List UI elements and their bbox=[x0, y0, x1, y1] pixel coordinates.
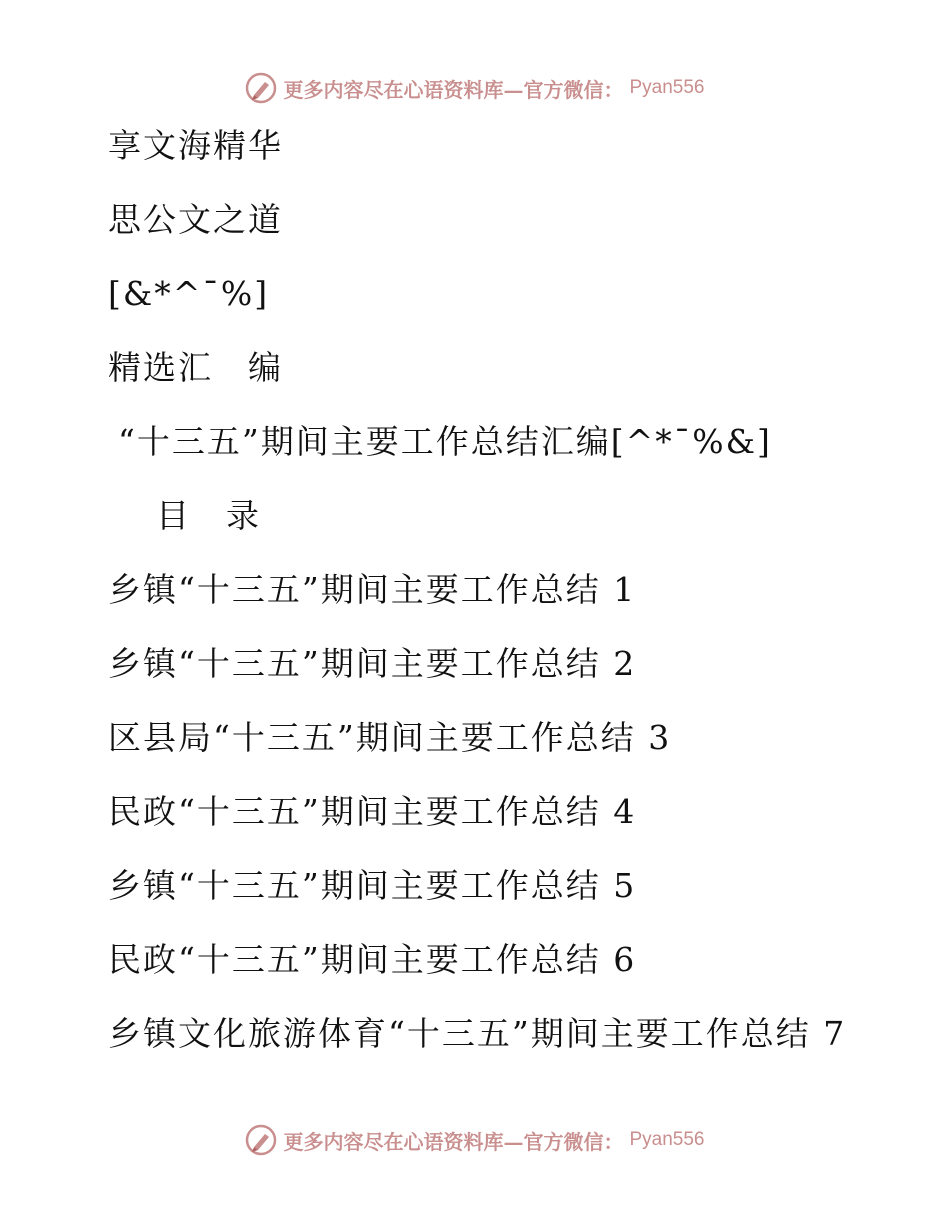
toc-item[interactable]: 乡镇“十三五”期间主要工作总结 5 bbox=[108, 866, 637, 905]
watermark-wechat-id: Pyan556 bbox=[629, 1129, 705, 1150]
toc-item[interactable]: 乡镇文化旅游体育“十三五”期间主要工作总结 7 bbox=[108, 1014, 847, 1053]
toc-heading: 目 录 bbox=[156, 496, 261, 535]
toc-item[interactable]: 区县局“十三五”期间主要工作总结 3 bbox=[108, 718, 672, 757]
toc-item[interactable]: 乡镇“十三五”期间主要工作总结 1 bbox=[108, 570, 637, 609]
symbols-line: [&*^¯%] bbox=[108, 274, 270, 313]
pen-logo-icon bbox=[245, 1124, 277, 1156]
toc-item[interactable]: 民政“十三五”期间主要工作总结 6 bbox=[108, 940, 637, 979]
slogan-line-2: 思公文之道 bbox=[108, 200, 283, 239]
watermark-text: 更多内容尽在心语资料库—官方微信： bbox=[283, 1129, 624, 1154]
watermark-text: 更多内容尽在心语资料库—官方微信： bbox=[283, 77, 624, 102]
document-title: “十三五”期间主要工作总结汇编[^*¯%&] bbox=[118, 422, 772, 461]
watermark-bottom bbox=[0, 1120, 950, 1160]
slogan-line-1: 享文海精华 bbox=[108, 126, 283, 165]
toc-item[interactable]: 民政“十三五”期间主要工作总结 4 bbox=[108, 792, 637, 831]
watermark-top bbox=[0, 68, 950, 108]
pen-logo-icon bbox=[245, 72, 277, 104]
toc-item[interactable]: 乡镇“十三五”期间主要工作总结 2 bbox=[108, 644, 637, 683]
collection-label: 精选汇 编 bbox=[108, 348, 283, 387]
watermark-wechat-id: Pyan556 bbox=[629, 77, 705, 98]
